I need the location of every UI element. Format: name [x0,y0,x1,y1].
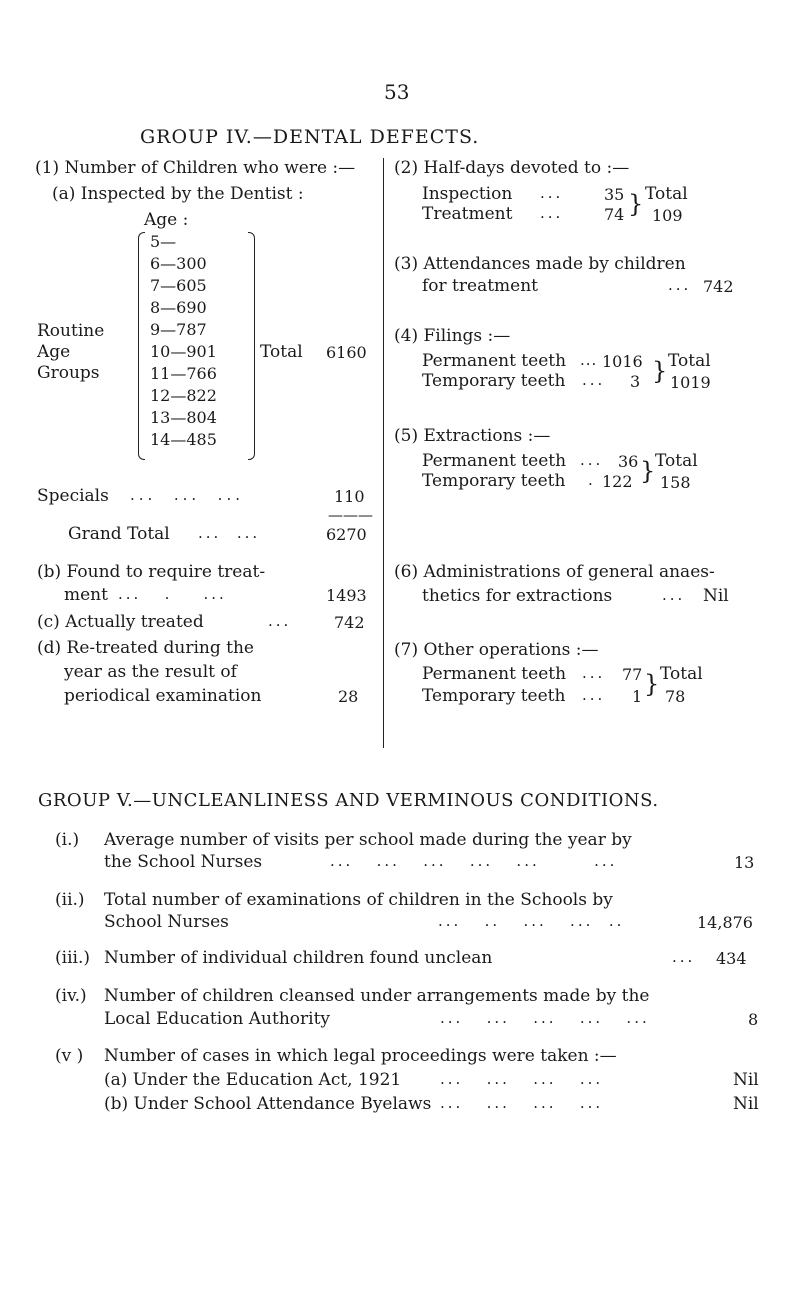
item7-leader: ... [582,686,606,704]
item7-row-value: 77 [622,665,643,684]
item5-total-label: Total [655,451,698,471]
item2-brace: } [628,190,644,218]
routine-label-2: Age [37,342,71,362]
ages-right-brace [248,232,255,460]
item2-row-value: 35 [604,185,625,204]
item5-brace: } [640,457,656,485]
item5-leader: . [588,471,593,489]
item3-value: 742 [703,277,734,296]
item6-leader: ... [662,586,686,604]
routine-label-3: Groups [37,363,100,383]
item-b-value: 1493 [326,586,367,605]
grand-total-label: Grand Total [68,524,170,544]
item2-total-label: Total [645,184,688,204]
item7-total-value: 78 [665,687,686,706]
group5-leader: ... ... ... ... ... ... [330,852,618,870]
group5-subitem-value: Nil [733,1094,759,1114]
age-row: 5— [150,232,177,251]
group5-item-num: (i.) [55,830,80,850]
item2-leader: ... [540,184,564,202]
item3-line1: (3) Attendances made by children [394,254,686,274]
age-row: 14—485 [150,430,217,449]
age-label: Age : [144,210,189,230]
item5-row-value: 122 [602,472,633,491]
group5-item-line2: the School Nurses [104,852,263,872]
item5-row-value: 36 [618,452,639,471]
item4-row-value: 3 [630,372,641,391]
group5-leader: ... ... ... ... [440,1094,604,1112]
item6-line2: thetics for extractions [422,586,613,606]
age-row: 11—766 [150,364,217,383]
item-c-value: 742 [334,613,365,632]
group5-heading: GROUP V.—UNCLEANLINESS AND VERMINOUS CONDITIONS. [38,790,659,811]
group5-item-num: (v ) [55,1046,84,1066]
item-b-line2: ment [64,585,108,605]
group5-item-num: (ii.) [55,890,85,910]
item4-row-label: Temporary teeth [422,371,566,391]
ages-left-brace [138,232,145,460]
item-d-line2: year as the result of [64,662,237,682]
column-divider [383,158,384,748]
group5-item-line1: Average number of visits per school made during the year by [104,830,632,850]
item-b-leader: ... . ... [118,585,227,603]
group5-leader: ... ... ... ... ... [440,1009,650,1027]
item4-brace: } [652,357,668,385]
age-row: 9—787 [150,320,207,339]
age-row: 13—804 [150,408,217,427]
group5-item-line1: Number of children cleansed under arrangements made by the [104,986,650,1006]
item7-total-label: Total [660,664,703,684]
item4-row-value: 1016 [602,352,643,371]
item4-row-label: Permanent teeth [422,351,567,371]
group5-item-value: 14,876 [697,913,753,932]
ages-total-value: 6160 [326,343,367,362]
item7-row-label: Temporary teeth [422,686,566,706]
item-c-leader: ... [268,612,292,630]
item5-row-label: Permanent teeth [422,451,567,471]
item7-row-value: 1 [632,687,643,706]
group5-item-num: (iii.) [55,948,90,968]
item3-leader: ... [668,276,692,294]
grand-total-leader: ... ... [198,524,261,542]
group5-item-value: 13 [734,853,755,872]
specials-label: Specials [37,486,109,506]
item7-leader: ... [582,664,606,682]
item4-leader: ... [580,351,598,369]
item5-total-value: 158 [660,473,691,492]
item4-total-value: 1019 [670,373,711,392]
item1a-label: (a) Inspected by the Dentist : [52,184,304,204]
group5-item-num: (iv.) [55,986,87,1006]
item7-label: (7) Other operations :— [394,640,599,660]
total-rule: ——— [328,506,373,524]
item3-line2: for treatment [422,276,539,296]
item4-label: (4) Filings :— [394,326,511,346]
item5-row-label: Temporary teeth [422,471,566,491]
group5-leader: ... .. ... ... .. [438,912,625,930]
group5-item-line1: Number of cases in which legal proceedings were taken :— [104,1046,617,1066]
item6-value: Nil [703,586,729,606]
item-c-label: (c) Actually treated [37,612,204,632]
item-b-line1: (b) Found to require treat- [37,562,266,582]
item5-label: (5) Extractions :— [394,426,551,446]
group5-subitem-label: (a) Under the Education Act, 1921 [104,1070,402,1090]
group5-item-value: 434 [716,949,747,968]
age-row: 6—300 [150,254,207,273]
routine-label-1: Routine [37,321,105,341]
item4-total-label: Total [668,351,711,371]
age-row: 8—690 [150,298,207,317]
item6-line1: (6) Administrations of general anaes- [394,562,715,582]
item7-row-label: Permanent teeth [422,664,567,684]
item2-label: (2) Half-days devoted to :— [394,158,630,178]
group5-item-value: 8 [748,1010,759,1029]
item2-row-value: 74 [604,205,625,224]
age-row: 10—901 [150,342,217,361]
age-row: 7—605 [150,276,207,295]
group5-leader: ... [672,948,696,966]
grand-total-value: 6270 [326,525,367,544]
specials-value: 110 [334,487,365,506]
item1-label: (1) Number of Children who were :— [35,158,356,178]
group5-item-line2: Local Education Authority [104,1009,331,1029]
age-row: 12—822 [150,386,217,405]
item2-total-value: 109 [652,206,683,225]
item2-leader: ... [540,204,564,222]
item5-leader: ... [580,451,604,469]
item-d-value: 28 [338,687,359,706]
group5-item-line1: Total number of examinations of children in the Schools by [104,890,613,910]
page-number: 53 [384,80,410,104]
group5-leader: ... ... ... ... [440,1070,604,1088]
group4-heading: GROUP IV.—DENTAL DEFECTS. [140,126,480,148]
item2-row-label: Treatment [422,204,513,224]
item2-row-label: Inspection [422,184,513,204]
group5-item-line1: Number of individual children found unclean [104,948,493,968]
item4-leader: ... [582,371,606,389]
ages-total-label: Total [260,342,303,362]
specials-leader: ... ... ... [130,486,244,504]
item-d-line3: periodical examination [64,686,262,706]
group5-subitem-value: Nil [733,1070,759,1090]
item7-brace: } [644,670,660,698]
item-d-line1: (d) Re-treated during the [37,638,254,658]
group5-subitem-label: (b) Under School Attendance Byelaws [104,1094,432,1114]
group5-item-line2: School Nurses [104,912,229,932]
